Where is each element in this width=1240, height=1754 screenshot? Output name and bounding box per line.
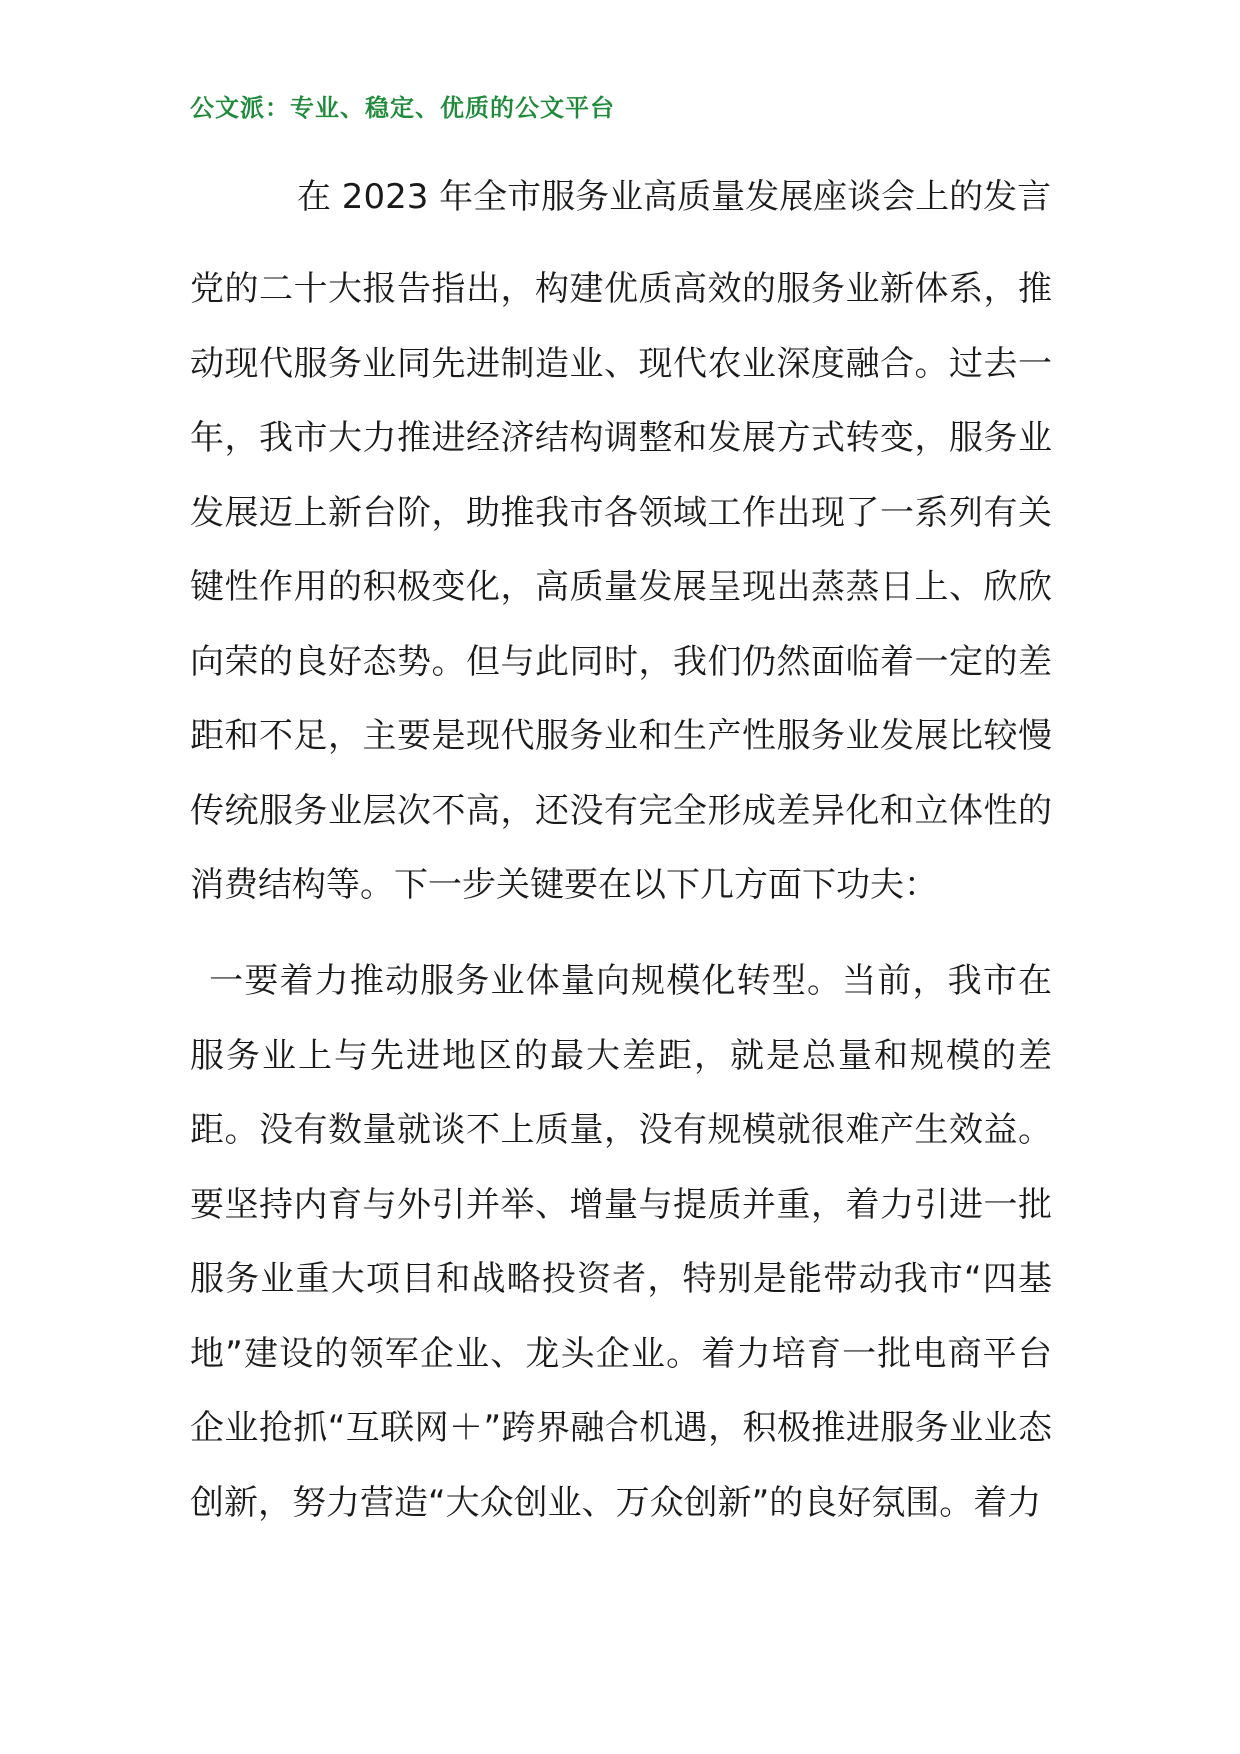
paragraph-first-point	[190, 944, 1052, 1540]
brand-header: 公文派：专业、稳定、优质的公文平台	[190, 94, 615, 122]
paragraph-intro: 党的二十大报告指出，构建优质高效的服务业新体系，推动现代服务业同先进制造业、现代农业深度融合。过去一年，我市大力推进经济结构调整和发展方式转变，服务业发展迈上新台阶，助推我市各领域工作出现了一系列有关键性作用的积极变化，高质量发展呈现出蒸蒸日上、欣欣向荣的良好态势。但与此同时，我们仍然面临着一定的差距和不足，主要是现代服务业和生产性服务业发展比较慢传统服务业层次不高，还没有完全形成差异化和立体性的消费结构等。下一步关键要在以下几方面下功夫：	[190, 269, 1052, 905]
paragraph-first-point-text: 一要着力推动服务业体量向规模化转型。当前，我市在服务业上与先进地区的最大差距，就是总量和规模的差距。没有数量就谈不上质量，没有规模就很难产生效益。要坚持内育与外引并举、增量与提质并重，着力引进一批服务业重大项目和战略投资者，特别是能带动我市“四基地”建设的领军企业、龙头企业。着力培育一批电商平台企业抢抓“互联网＋”跨界融合机遇，积极推进服务业业态创新，努力营造“大众创业、万众创新”的良好氛围。着力	[190, 961, 1052, 1523]
document-title: 在 2023 年全市服务业高质量发展座谈会上的发言	[297, 177, 1052, 217]
